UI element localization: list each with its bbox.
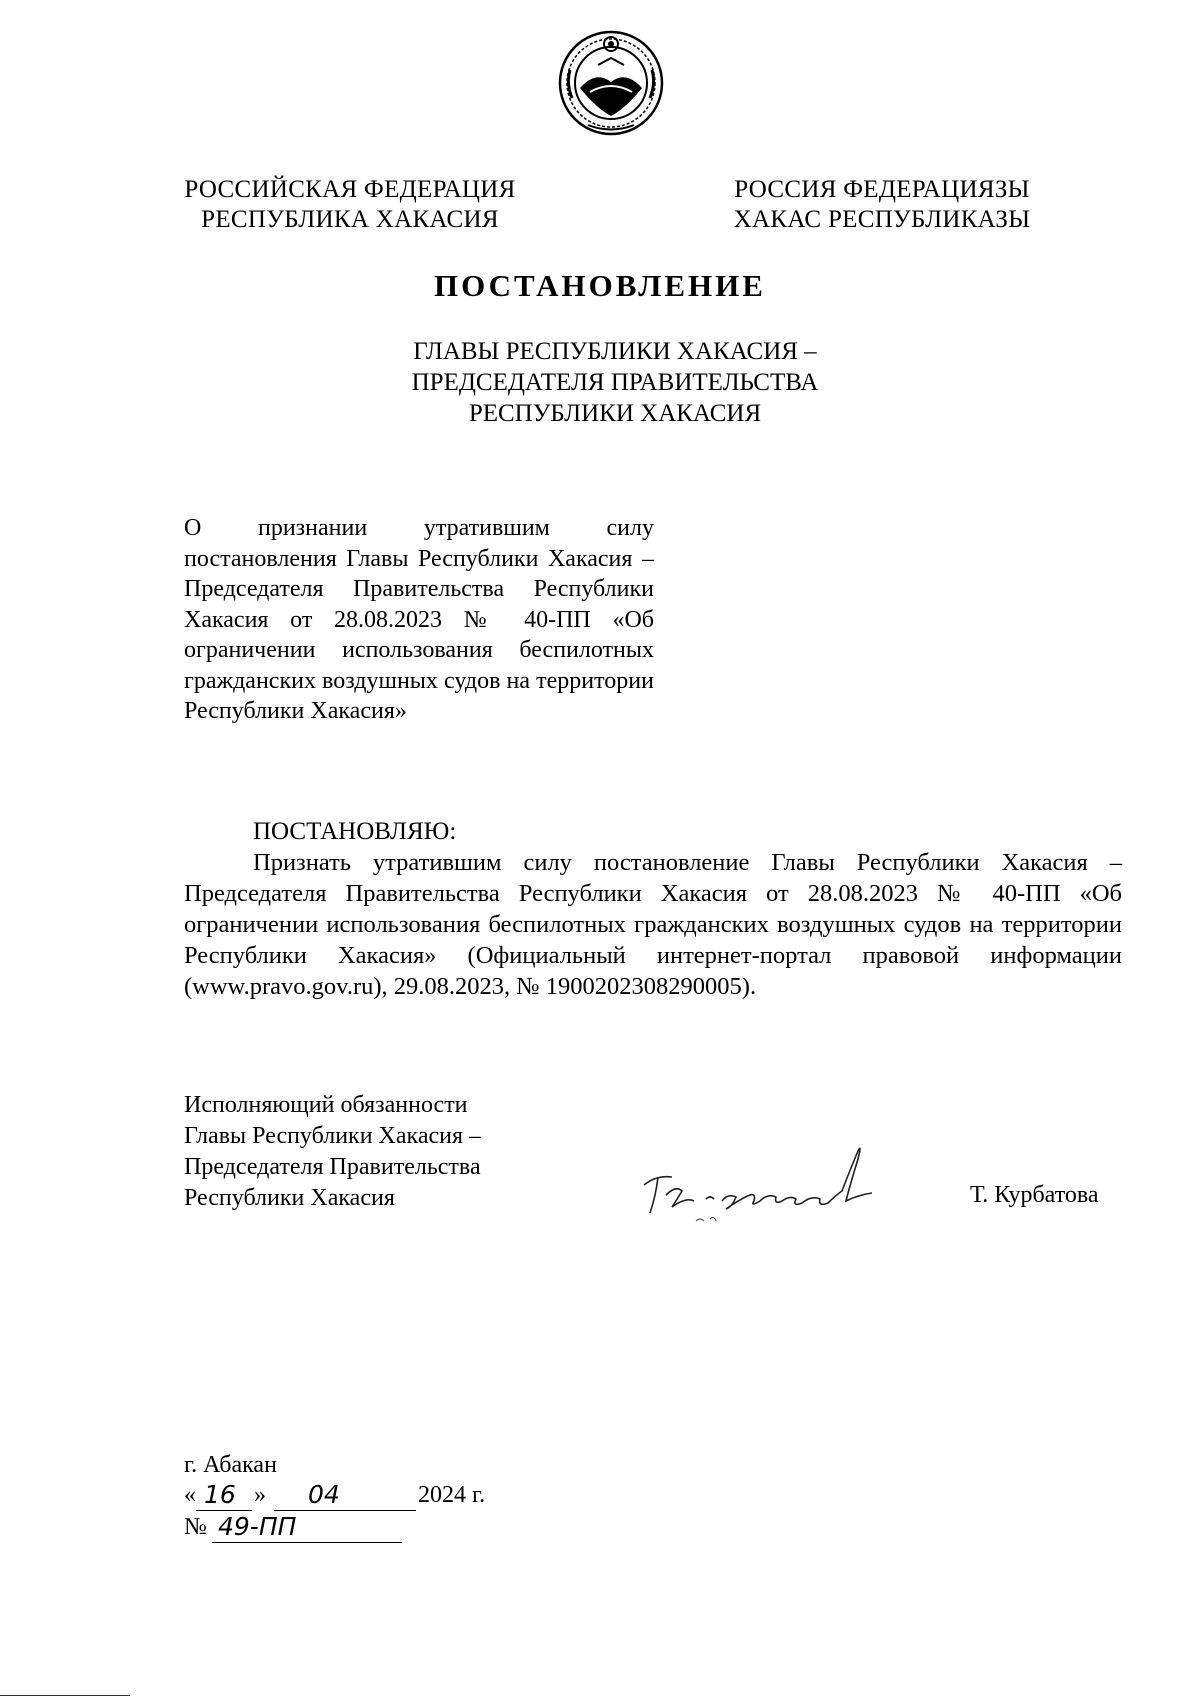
signatory-position	[184, 1090, 544, 1214]
date-month-underline	[274, 1510, 416, 1511]
header-right-line2: ХАКАС РЕСПУБЛИКАЗЫ	[733, 206, 1031, 233]
header-left-line2: РЕСПУБЛИКА ХАКАСИЯ	[201, 206, 499, 233]
header-khakas	[712, 175, 1052, 235]
header-left-line1: РОССИЙСКАЯ ФЕДЕРАЦИЯ	[184, 176, 516, 203]
date-day: 16	[204, 1480, 236, 1509]
date-close-quote: »	[254, 1482, 266, 1508]
number-prefix: №	[184, 1514, 207, 1540]
decree-body: Признать утратившим силу постановление Главы Республики Хакасия – Председателя Правительства Республики Хакасия от 28.08.2023 № 40-ПП «Об ограничении использования беспилотных гражданских воздушных судов на территории Республики Хакасия» (Официальный интернет-портал правовой информации (www.pravo.gov.ru), 29.08.2023, № 1900202308290005).	[184, 849, 1122, 1000]
signatory-line1: Исполняющий обязанности	[184, 1092, 468, 1118]
date-month: 04	[308, 1480, 340, 1509]
date-open-quote: «	[184, 1482, 196, 1508]
date-day-underline	[196, 1510, 252, 1511]
date-year: 2024 г.	[418, 1482, 486, 1508]
scan-edge-line	[0, 1695, 130, 1696]
document-subtitle	[0, 336, 1200, 429]
coat-of-arms-emblem	[558, 30, 664, 136]
subtitle-line2: ПРЕДСЕДАТЕЛЯ ПРАВИТЕЛЬСТВА	[411, 369, 819, 396]
number-value: 49-ПП	[218, 1512, 297, 1541]
signatory-line3: Председателя Правительства	[184, 1154, 481, 1180]
header-right-line1: РОССИЯ ФЕДЕРАЦИЯЗЫ	[734, 176, 1030, 203]
decree-label: ПОСТАНОВЛЯЮ:	[253, 818, 457, 845]
signatory-line4: Республики Хакасия	[184, 1185, 395, 1211]
document-city: г. Абакан	[184, 1452, 277, 1478]
signatory-name: Т. Курбатова	[970, 1182, 1099, 1208]
subtitle-line1: ГЛАВЫ РЕСПУБЛИКИ ХАКАСИЯ –	[413, 338, 817, 365]
document-subject: О признании утратившим силу постановления Главы Республики Хакасия – Председателя Правительства Республики Хакасия от 28.08.2023 № 40-ПП «Об ограничении использования беспилотных гражданских воздушных судов на территории Республики Хакасия»	[184, 515, 654, 724]
document-date	[184, 1482, 524, 1514]
document-number	[184, 1514, 484, 1546]
signatory-line2: Главы Республики Хакасия –	[184, 1123, 482, 1149]
number-underline	[212, 1542, 402, 1543]
header-russian	[180, 175, 520, 235]
handwritten-signature	[636, 1135, 906, 1230]
subtitle-line3: РЕСПУБЛИКИ ХАКАСИЯ	[468, 400, 762, 427]
document-title: ПОСТАНОВЛЕНИЕ	[434, 268, 766, 303]
